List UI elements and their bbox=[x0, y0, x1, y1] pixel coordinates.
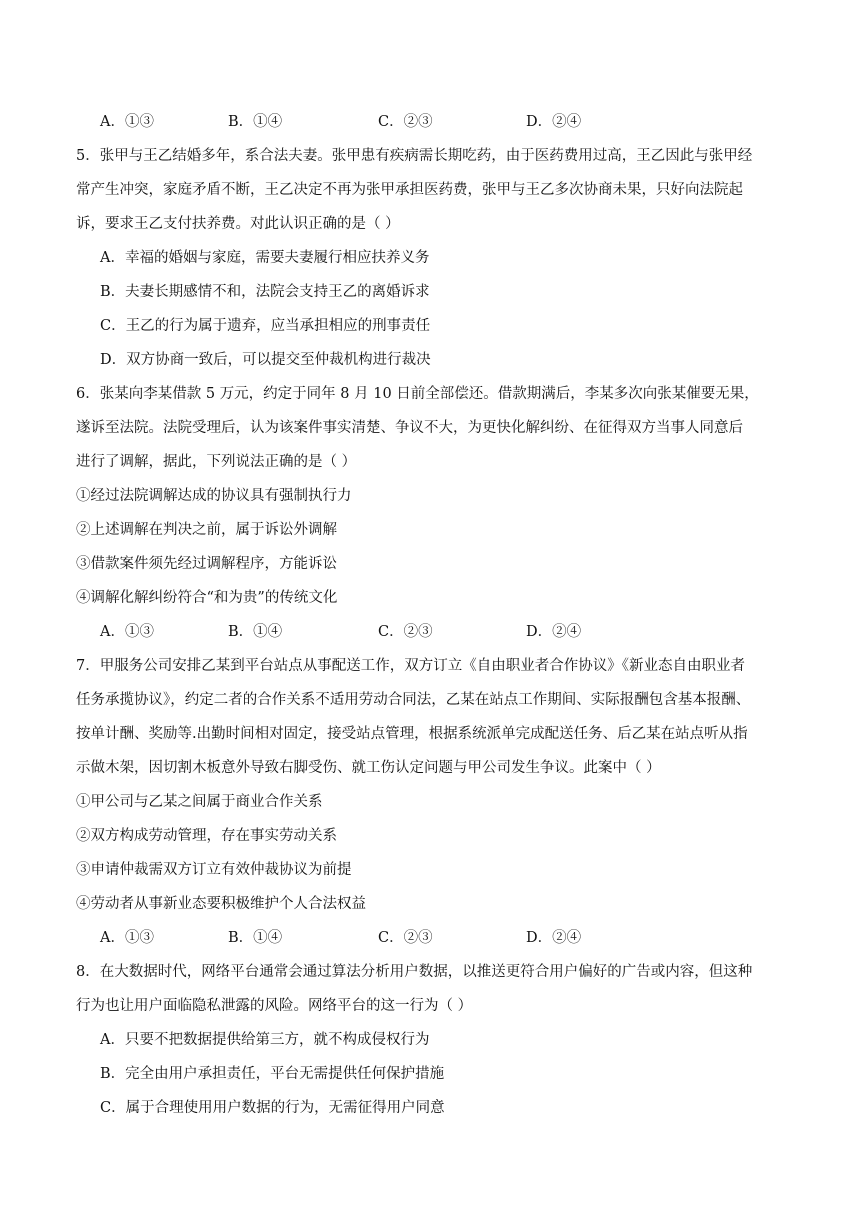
q8-option-c[interactable]: C．属于合理使用用户数据的行为，无需征得用户同意 bbox=[100, 1100, 445, 1116]
q7-item-3: ③申请仲裁需双方订立有效仲裁协议为前提 bbox=[76, 862, 352, 878]
q7-stem-line-1: 7．甲服务公司安排乙某到平台站点从事配送工作，双方订立《自由职业者合作协议》《新业态自由职业者 bbox=[76, 658, 745, 674]
q4-option-c[interactable]: C．②③ bbox=[378, 114, 433, 130]
q4-options bbox=[0, 112, 860, 132]
q6-item-2: ②上述调解在判决之前，属于诉讼外调解 bbox=[76, 522, 337, 538]
q5-option-d[interactable]: D．双方协商一致后，可以提交至仲裁机构进行裁决 bbox=[100, 352, 431, 368]
q7-stem-line-3: 按单计酬、奖励等.出勤时间相对固定，接受站点管理，根据系统派单完成配送任务、后乙某在站点听从指 bbox=[76, 726, 748, 742]
q4-option-d[interactable]: D．②④ bbox=[526, 114, 582, 130]
q7-item-1: ①甲公司与乙某之间属于商业合作关系 bbox=[76, 794, 323, 810]
q5-option-a[interactable]: A．幸福的婚姻与家庭，需要夫妻履行相应扶养义务 bbox=[100, 250, 430, 266]
q7-option-d[interactable]: D．②④ bbox=[526, 930, 582, 946]
q8-option-b[interactable]: B．完全由用户承担责任，平台无需提供任何保护措施 bbox=[100, 1066, 445, 1082]
q5-stem-line-3: 诉，要求王乙支付扶养费。对此认识正确的是（ ） bbox=[76, 216, 400, 232]
q8-stem-line-1: 8．在大数据时代，网络平台通常会通过算法分析用户数据，以推送更符合用户偏好的广告或内容，但这种 bbox=[76, 964, 753, 980]
q7-option-b[interactable]: B．①④ bbox=[228, 930, 283, 946]
q8-option-a[interactable]: A．只要不把数据提供给第三方，就不构成侵权行为 bbox=[100, 1032, 430, 1048]
q6-stem-line-3: 进行了调解，据此，下列说法正确的是（ ） bbox=[76, 454, 357, 470]
q7-item-2: ②双方构成劳动管理，存在事实劳动关系 bbox=[76, 828, 337, 844]
q4-option-a[interactable]: A．①③ bbox=[100, 114, 154, 130]
q6-item-4: ④调解化解纠纷符合“和为贵”的传统文化 bbox=[76, 590, 338, 606]
q6-item-3: ③借款案件须先经过调解程序，方能诉讼 bbox=[76, 556, 337, 572]
q6-stem-line-1: 6．张某向李某借款 5 万元，约定于同年 8 月 10 日前全部偿还。借款期满后，李某多次向张某催要无果， bbox=[76, 386, 759, 402]
q7-options bbox=[0, 928, 860, 948]
q6-stem-line-2: 遂诉至法院。法院受理后，认为该案件事实清楚、争议不大，为更快化解纠纷、在征得双方当事人同意后 bbox=[76, 420, 743, 436]
q6-options bbox=[0, 622, 860, 642]
q8-stem-line-2: 行为也让用户面临隐私泄露的风险。网络平台的这一行为（ ） bbox=[76, 998, 473, 1014]
q6-option-a[interactable]: A．①③ bbox=[100, 624, 154, 640]
q7-stem-line-2: 任务承揽协议》，约定二者的合作关系不适用劳动合同法，乙某在站点工作期间、实际报酬包含基本报酬、 bbox=[76, 692, 751, 708]
q5-option-b[interactable]: B．夫妻长期感情不和，法院会支持王乙的离婚诉求 bbox=[100, 284, 430, 300]
q5-stem-line-1: 5．张甲与王乙结婚多年，系合法夫妻。张甲患有疾病需长期吃药，由于医药费用过高，王乙因此与张甲经 bbox=[76, 148, 753, 164]
q7-option-c[interactable]: C．②③ bbox=[378, 930, 433, 946]
q6-option-d[interactable]: D．②④ bbox=[526, 624, 582, 640]
q5-option-c[interactable]: C．王乙的行为属于遗弃，应当承担相应的刑事责任 bbox=[100, 318, 431, 334]
q4-option-b[interactable]: B．①④ bbox=[228, 114, 283, 130]
q5-stem-line-2: 常产生冲突，家庭矛盾不断，王乙决定不再为张甲承担医药费，张甲与王乙多次协商未果，只好向法院起 bbox=[76, 182, 743, 198]
q7-option-a[interactable]: A．①③ bbox=[100, 930, 154, 946]
q7-stem-line-4: 示做木架，因切割木板意外导致右脚受伤、就工伤认定问题与甲公司发生争议。此案中（ ） bbox=[76, 760, 661, 776]
q6-item-1: ①经过法院调解达成的协议具有强制执行力 bbox=[76, 488, 352, 504]
q6-option-c[interactable]: C．②③ bbox=[378, 624, 433, 640]
q7-item-4: ④劳动者从事新业态要积极维护个人合法权益 bbox=[76, 896, 366, 912]
q6-option-b[interactable]: B．①④ bbox=[228, 624, 283, 640]
